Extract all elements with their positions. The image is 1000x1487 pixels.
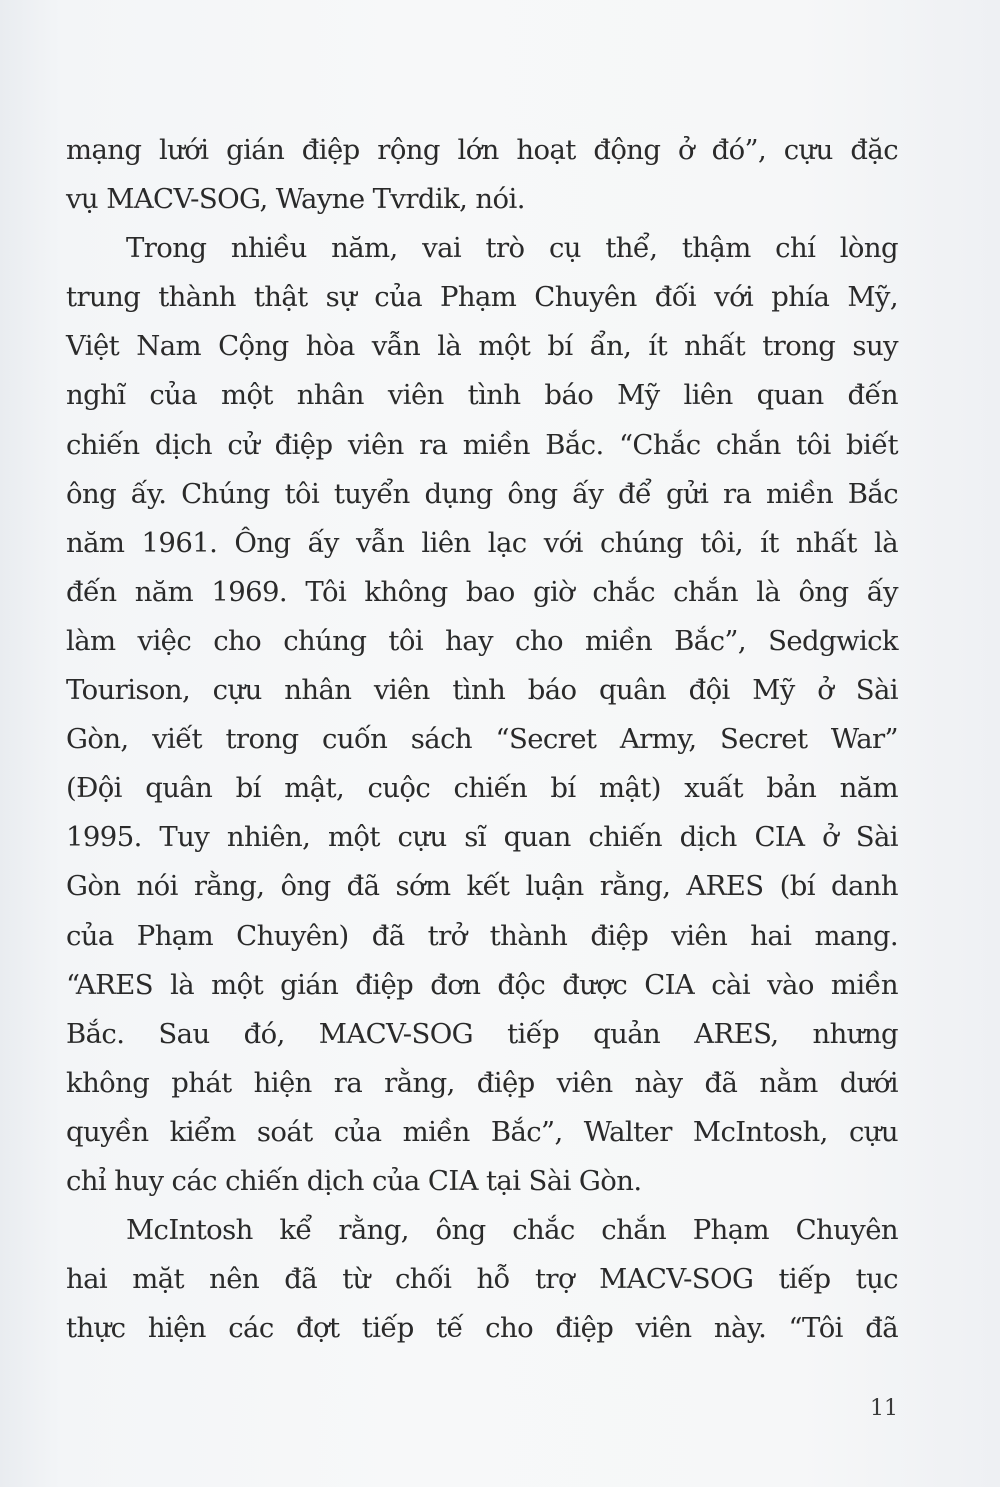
text-line: năm 1961. Ông ấy vẫn liên lạc với chúng tôi, ít nhất là xyxy=(66,526,898,559)
text-line: Trong nhiều năm, vai trò cụ thể, thậm chí lòng xyxy=(126,232,898,265)
paragraph xyxy=(66,224,898,1206)
paragraph xyxy=(66,126,898,224)
text-line: Việt Nam Cộng hòa vẫn là một bí ẩn, ít nhất trong suy xyxy=(66,330,898,363)
text-line: (Đội quân bí mật, cuộc chiến bí mật) xuất bản năm xyxy=(66,772,898,805)
text-line: của Phạm Chuyên) đã trở thành điệp viên hai mang. xyxy=(66,919,898,952)
text-line: vụ MACV-SOG, Wayne Tvrdik, nói. xyxy=(66,183,525,216)
text-line: hai mặt nên đã từ chối hỗ trợ MACV-SOG tiếp tục xyxy=(66,1263,898,1296)
text-line: Bắc. Sau đó, MACV-SOG tiếp quản ARES, nhưng xyxy=(66,1017,898,1050)
text-line: đến năm 1969. Tôi không bao giờ chắc chắn là ông ấy xyxy=(66,575,898,608)
text-line: “ARES là một gián điệp đơn độc được CIA cài vào miền xyxy=(66,968,898,1001)
text-line: trung thành thật sự của Phạm Chuyên đối với phía Mỹ, xyxy=(66,281,898,314)
text-line: 1995. Tuy nhiên, một cựu sĩ quan chiến dịch CIA ở Sài xyxy=(66,821,898,854)
text-line: làm việc cho chúng tôi hay cho miền Bắc”, Sedgwick xyxy=(66,624,898,657)
text-line: ông ấy. Chúng tôi tuyển dụng ông ấy để gửi ra miền Bắc xyxy=(66,477,898,510)
text-line: chỉ huy các chiến dịch của CIA tại Sài Gòn. xyxy=(66,1164,642,1197)
text-line: Gòn nói rằng, ông đã sớm kết luận rằng, ARES (bí danh xyxy=(66,870,898,903)
text-line: mạng lưới gián điệp rộng lớn hoạt động ở đó”, cựu đặc xyxy=(66,134,898,166)
text-line: McIntosh kể rằng, ông chắc chắn Phạm Chuyên xyxy=(126,1214,898,1247)
paragraph xyxy=(66,1206,898,1353)
text-line: thực hiện các đợt tiếp tế cho điệp viên này. “Tôi đã xyxy=(66,1312,898,1345)
text-line: nghĩ của một nhân viên tình báo Mỹ liên quan đến xyxy=(66,379,898,412)
body-text xyxy=(66,126,898,1353)
text-line: Gòn, viết trong cuốn sách “Secret Army, Secret War” xyxy=(66,723,898,756)
text-line: chiến dịch cử điệp viên ra miền Bắc. “Chắc chắn tôi biết xyxy=(66,428,898,461)
text-line: quyền kiểm soát của miền Bắc”, Walter McIntosh, cựu xyxy=(66,1115,898,1148)
text-line: không phát hiện ra rằng, điệp viên này đã nằm dưới xyxy=(66,1066,898,1099)
page-number: 11 xyxy=(870,1396,898,1421)
text-line: Tourison, cựu nhân viên tình báo quân đội Mỹ ở Sài xyxy=(66,674,898,707)
